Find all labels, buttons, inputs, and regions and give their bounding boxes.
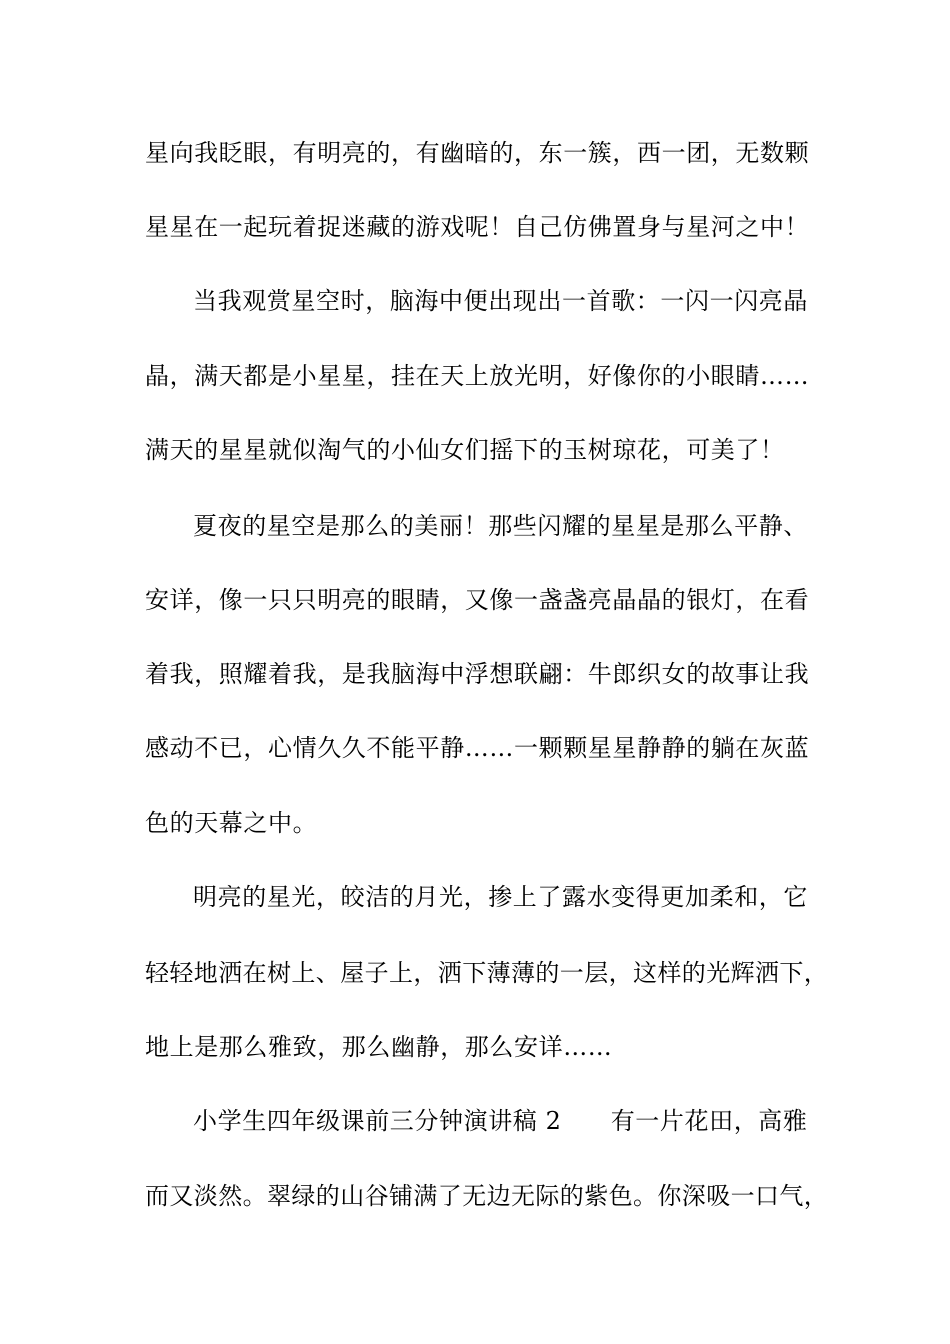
- text-line-6: 夏夜的星空是那么的美丽！那些闪耀的星星是那么平静、: [193, 512, 808, 540]
- text-line-10: 色的天幕之中。: [145, 809, 318, 837]
- text-line-9: 感动不已，心情久久不能平静……一颗颗星星静静的躺在灰蓝: [145, 734, 810, 762]
- text-line-12: 轻轻地洒在树上、屋子上，洒下薄薄的一层，这样的光辉洒下，: [145, 959, 829, 987]
- text-line-13: 地上是那么雅致，那么幽静，那么安详……: [145, 1033, 613, 1061]
- text-line-1: 星向我眨眼，有明亮的，有幽暗的，东一簇，西一团，无数颗: [145, 139, 810, 167]
- text-line-15: 而又淡然。翠绿的山谷铺满了无边无际的紫色。你深吸一口气，: [145, 1182, 829, 1210]
- text-line-2: 星星在一起玩着捉迷藏的游戏呢！自己仿佛置身与星河之中！: [145, 213, 810, 241]
- text-line-8: 着我，照耀着我，是我脑海中浮想联翩：牛郎织女的故事让我: [145, 660, 810, 688]
- text-line-7: 安详，像一只只明亮的眼睛，又像一盏盏亮晶晶的银灯，在看: [145, 586, 810, 614]
- text-line-5: 满天的星星就似淘气的小仙女们摇下的玉树琼花，可美了！: [145, 436, 785, 464]
- text-line-3: 当我观赏星空时，脑海中便出现出一首歌：一闪一闪亮晶: [193, 287, 808, 315]
- text-line-4: 晶，满天都是小星星，挂在天上放光明，好像你的小眼睛……: [145, 362, 810, 390]
- text-line-14: 小学生四年级课前三分钟演讲稿 2 有一片花田，高雅: [193, 1107, 808, 1135]
- text-line-11: 明亮的星光，皎洁的月光，掺上了露水变得更加柔和，它: [193, 883, 808, 911]
